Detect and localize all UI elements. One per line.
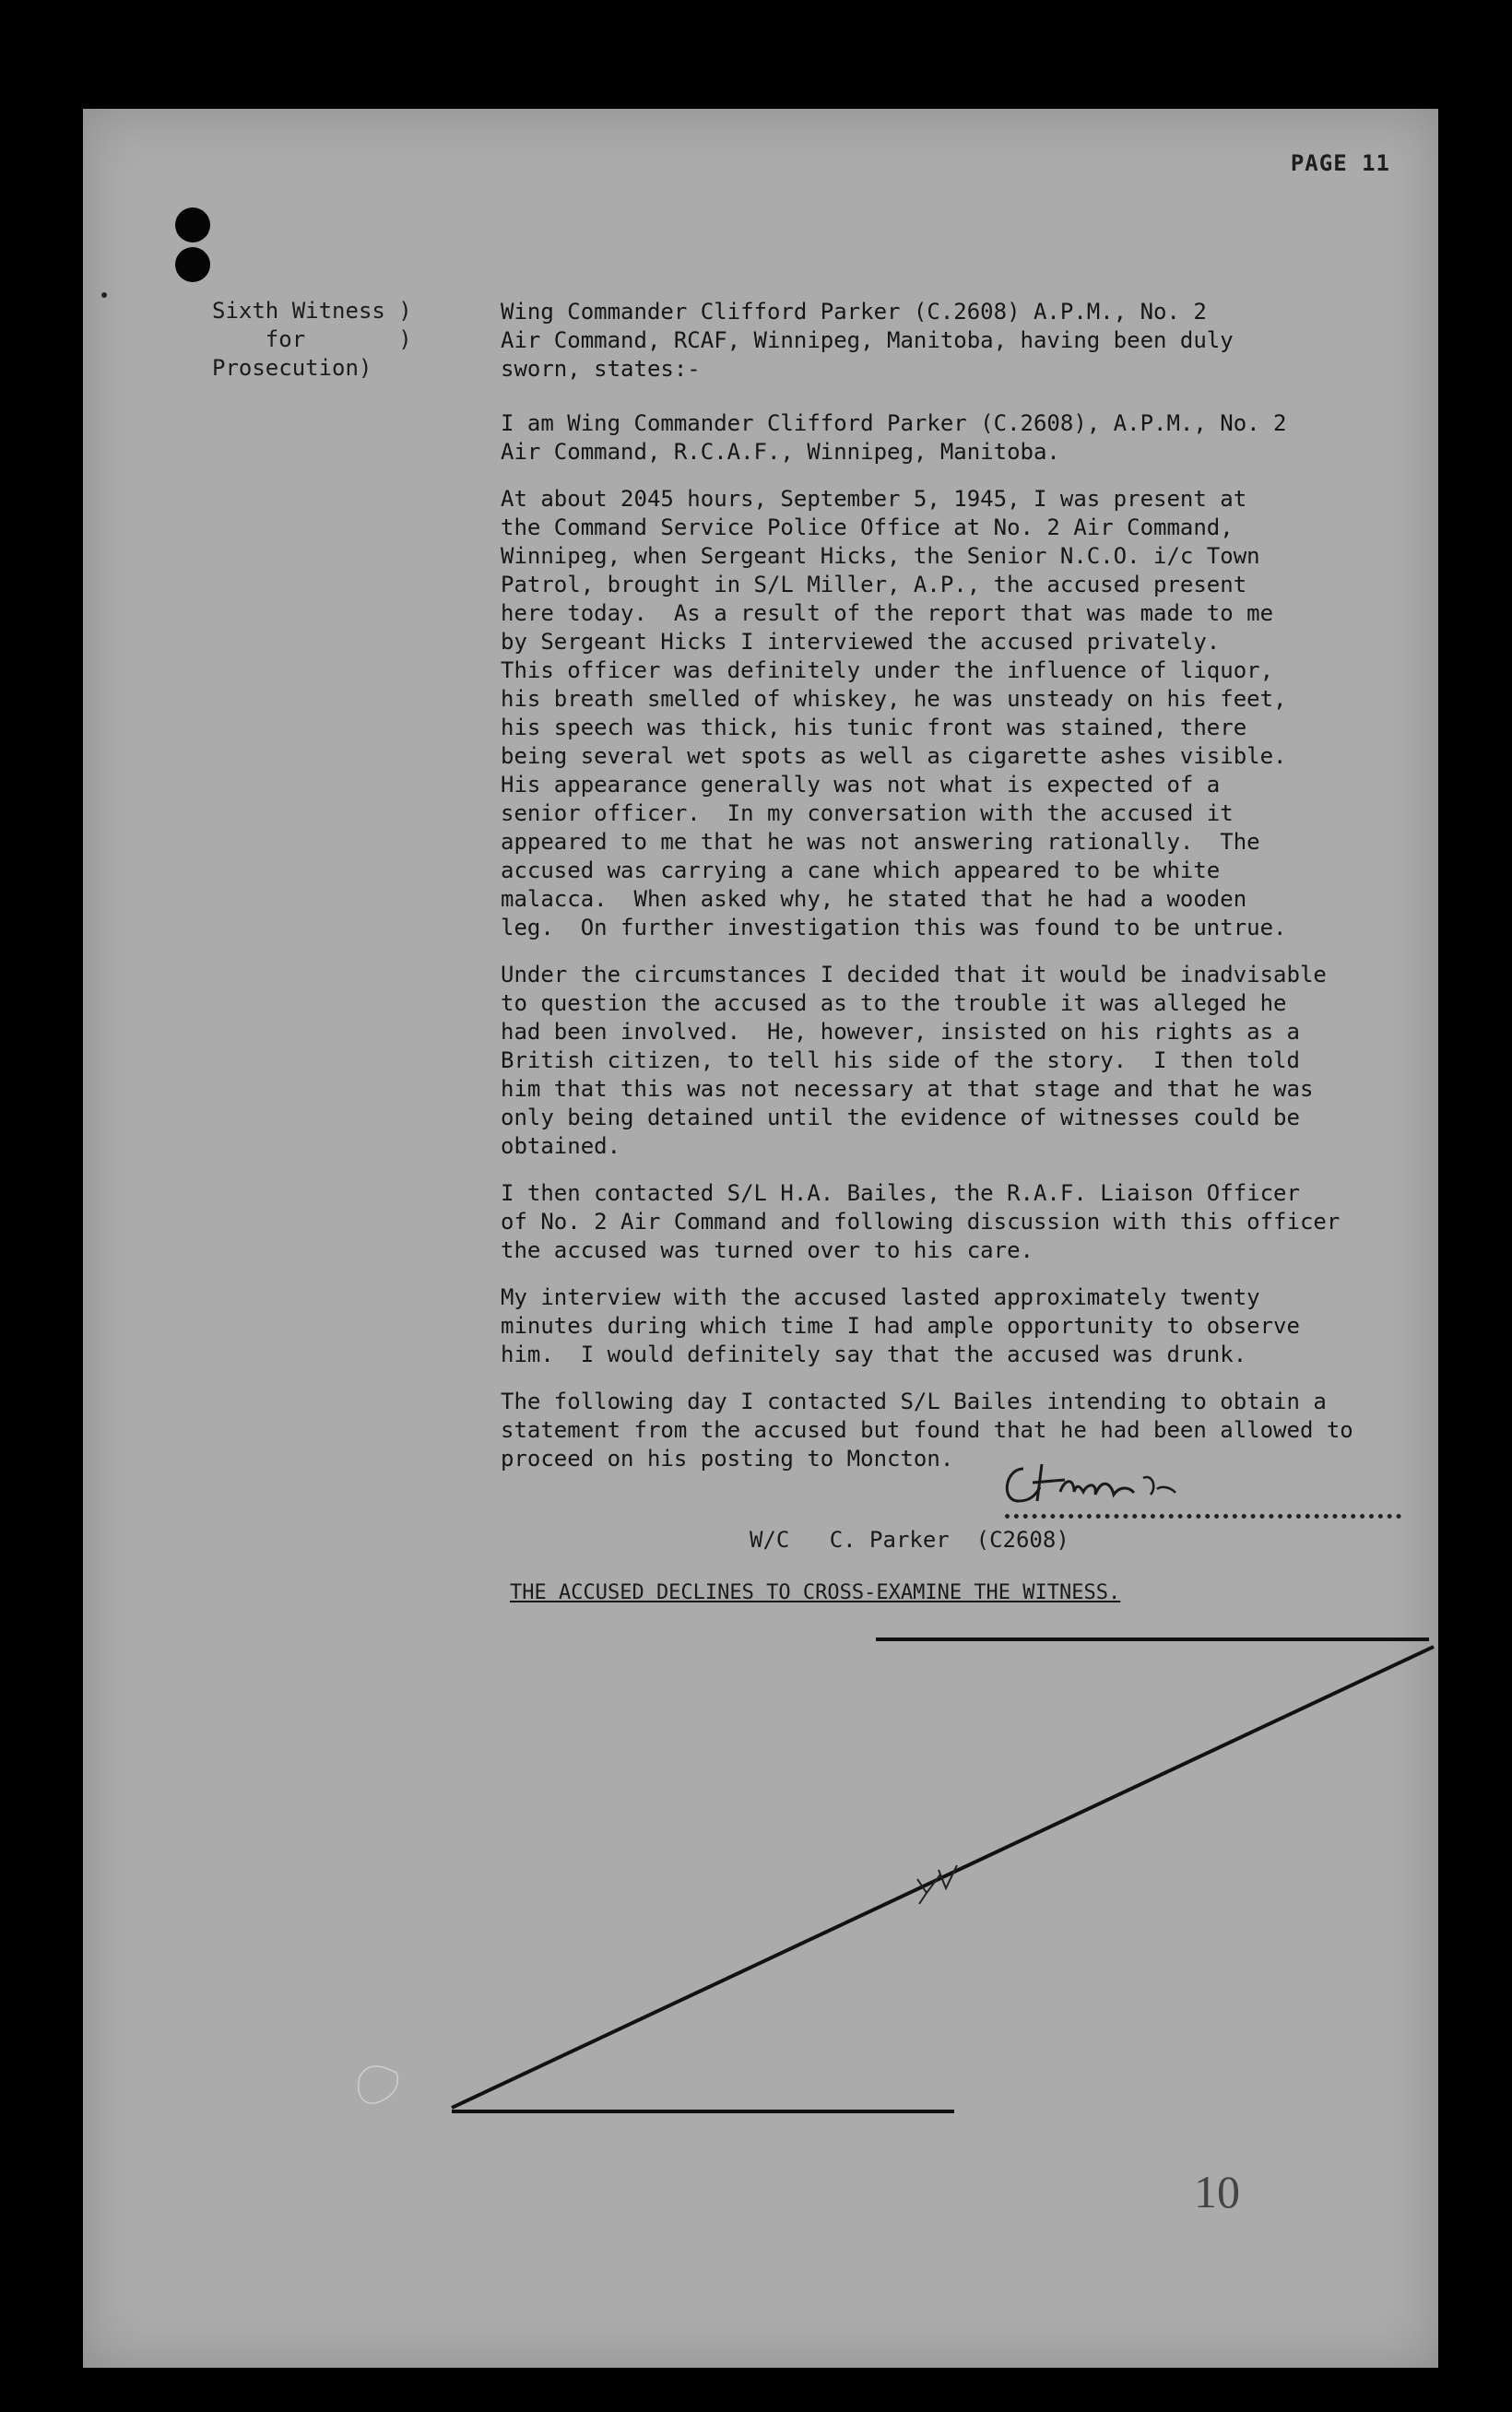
- page-header: PAGE 11: [1290, 150, 1390, 176]
- cancellation-mark: [83, 109, 1438, 2368]
- signature-name: W/C C. Parker (C2608): [750, 1527, 1069, 1553]
- paragraph-following-day: The following day I contacted S/L Bailes intending to obtain a statement from the accused but found that he had been allowed to proceed on his posting to Moncton.: [501, 1389, 1353, 1472]
- paragraph-interview: My interview with the accused lasted approximately twenty minutes during which time I had ample opportunity to observe him. I would definitely say that the accused was drunk.: [501, 1284, 1300, 1367]
- page-number: 10: [1194, 2166, 1240, 2217]
- witness-label: Sixth Witness ) for ) Prosecution): [212, 298, 412, 381]
- declines-statement: THE ACCUSED DECLINES TO CROSS-EXAMINE THE WITNESS.: [510, 1581, 1121, 1604]
- paragraph-intro: Wing Commander Clifford Parker (C.2608) A.P.M., No. 2 Air Command, RCAF, Winnipeg, Manitoba, having been duly sworn, states:-: [501, 299, 1234, 382]
- document-page: [83, 109, 1438, 2368]
- paragraph-identity: I am Wing Commander Clifford Parker (C.2608), A.P.M., No. 2 Air Command, R.C.A.F., Winnipeg, Manitoba.: [501, 410, 1287, 465]
- paragraph-incident: At about 2045 hours, September 5, 1945, I was present at the Command Service Police Office at No. 2 Air Command, Winnipeg, when Sergeant Hicks, the Senior N.C.O. i/c Town Patrol, brought in S/L Miller, A.P., the accused present here today. As a result of the report that was made to me by Sergeant Hicks I interviewed the accused privately. This officer was definitely under the influence of liquor, his breath smelled of whiskey, he was unsteady on his feet, his speech was thick, his tunic front was stained, there being several wet spots as well as cigarette ashes visible. His appearance generally was not what is expected of a senior officer. In my conversation with the accused it appeared to me that he was not answering rationally. The accused was carrying a cane which appeared to be white malacca. When asked why, he stated that he had a wooden leg. On further investigation this was found to be untrue.: [501, 486, 1287, 940]
- paragraph-circumstances: Under the circumstances I decided that it would be inadvisable to question the accused as to the trouble it was alleged he had been involved. He, however, insisted on his rights as a British citizen, to tell his side of the story. I then told him that this was not necessary at that stage and that he was only being detained until the evidence of witnesses could be obtained.: [501, 962, 1327, 1159]
- paragraph-liaison: I then contacted S/L H.A. Bailes, the R.A.F. Liaison Officer of No. 2 Air Command and following discussion with this officer the accused was turned over to his care.: [501, 1180, 1341, 1263]
